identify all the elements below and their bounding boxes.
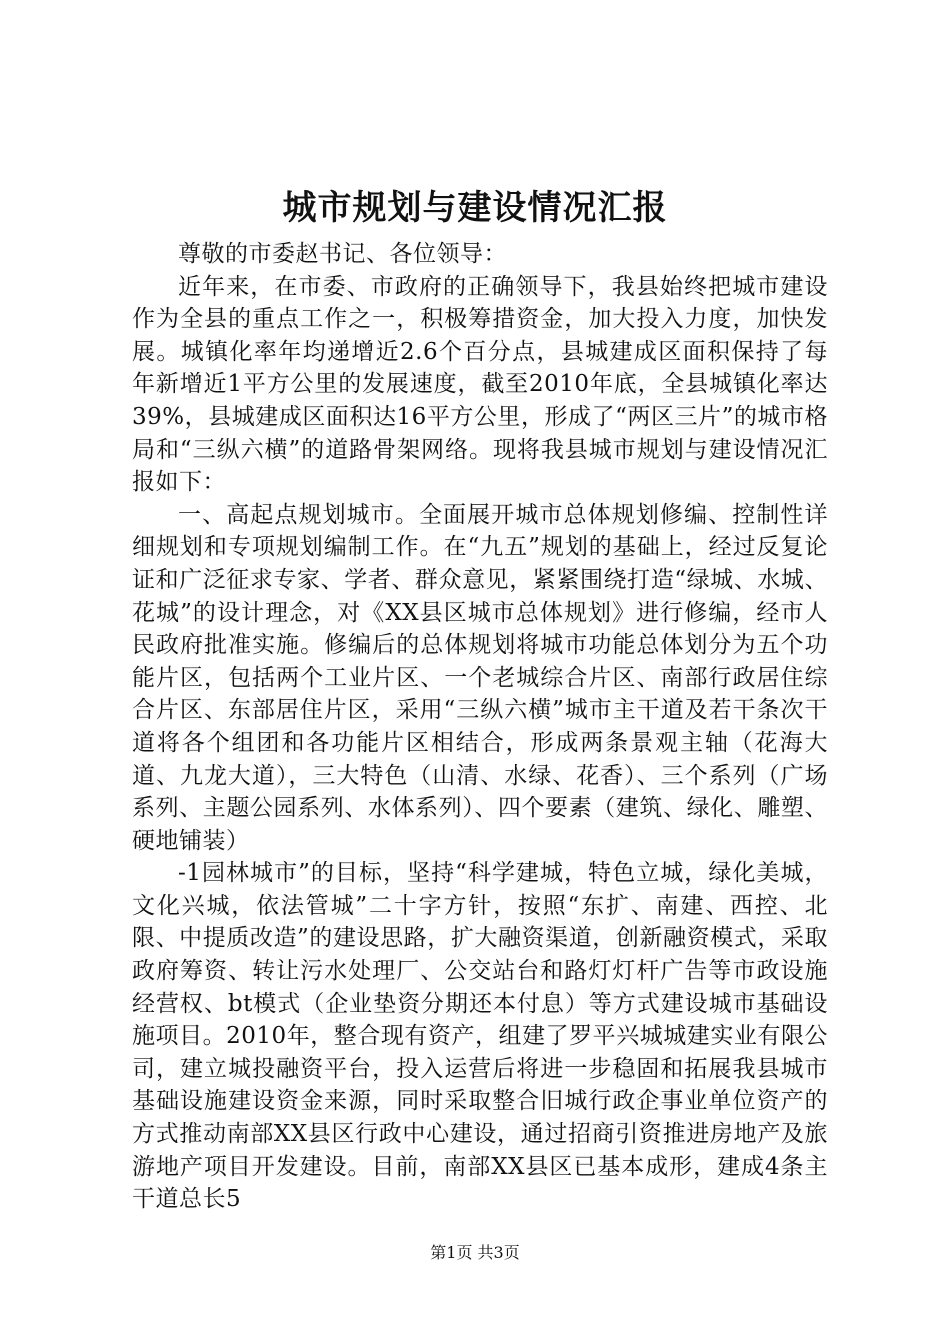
salutation-paragraph: 尊敬的市委赵书记、各位领导： bbox=[178, 241, 507, 267]
document-body bbox=[132, 238, 828, 1216]
document-title: 城市规划与建设情况汇报 bbox=[282, 188, 668, 228]
intro-paragraph: 近年来，在市委、市政府的正确领导下，我县始终把城市建设作为全县的重点工作之一，积极筹措资金，加大投入力度，加快发展。城镇化率年均递增近2.6个百分点，县城建成区面积保持了每年新增近1平方公里的发展速度，截至2010年底，全县城镇化率达39%，县城建成区面积达16平方公里，形成了“两区三片”的城市格局和“三纵六横”的道路骨架网络。现将我县城市规划与建设情况汇报如下： bbox=[132, 273, 828, 496]
planning-paragraph: 一、高起点规划城市。全面展开城市总体规划修编、控制性详细规划和专项规划编制工作。在“九五”规划的基础上，经过反复论证和广泛征求专家、学者、群众意见，紧紧围绕打造“绿城、水城、花城”的设计理念，对《XX县区城市总体规划》进行修编，经市人民政府批准实施。修编后的总体规划将城市功能总体划分为五个功能片区，包括两个工业片区、一个老城综合片区、南部行政居住综合片区、东部居住片区，采用“三纵六横”城市主干道及若干条次干道将各个组团和各功能片区相结合，形成两条景观主轴（花海大道、九龙大道），三大特色（山清、水绿、花香）、三个系列（广场系列、主题公园系列、水体系列）、四个要素（建筑、绿化、雕塑、硬地铺装） bbox=[132, 501, 828, 854]
construction-paragraph: -1园林城市”的目标，坚持“科学建城，特色立城，绿化美城，文化兴城，依法管城”二十字方针，按照“东扩、南建、西控、北限、中提质改造”的建设思路，扩大融资渠道，创新融资模式，采取政府筹资、转让污水处理厂、公交站台和路灯灯杆广告等市政设施经营权、bt模式（企业垫资分期还本付息）等方式建设城市基础设施项目。2010年，整合现有资产，组建了罗平兴城城建实业有限公司，建立城投融资平台，投入运营后将进一步稳固和拓展我县城市基础设施建设资金来源，同时采取整合旧城行政企事业单位资产的方式推动南部XX县区行政中心建设，通过招商引资推进房地产及旅游地产项目开发建设。目前，南部XX县区已基本成形，建成4条主干道总长5 bbox=[132, 860, 828, 1213]
page-number: 第1页 共3页 bbox=[430, 1243, 520, 1262]
